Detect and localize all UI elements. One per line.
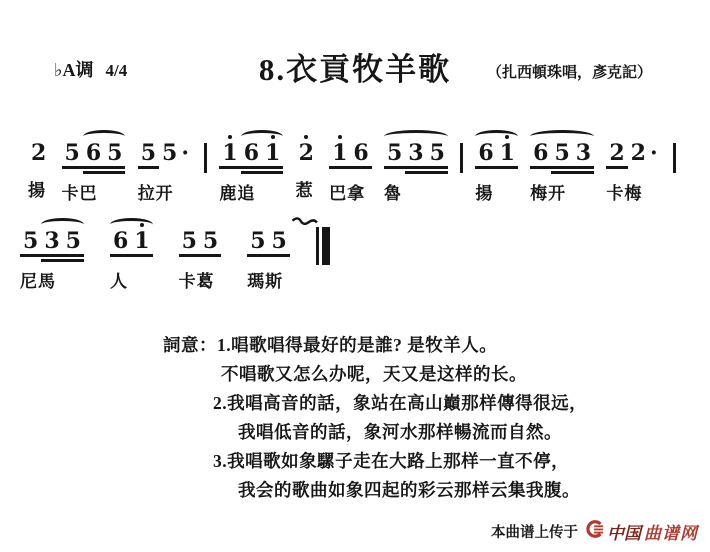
note: 5 · (162, 140, 189, 166)
note: 6 (83, 142, 104, 169)
slur-arc (83, 130, 126, 143)
lyric: 卡葛 (178, 272, 215, 291)
note: 5 (427, 142, 448, 169)
lyric: 巴拿 (329, 184, 366, 203)
notes-row (296, 142, 317, 166)
key-signature-text: ♭A调 (54, 60, 94, 80)
note: 2 (31, 140, 47, 166)
note: 5 (200, 230, 221, 257)
note: 5 (247, 230, 268, 257)
watermark (491, 519, 698, 544)
note-group (329, 142, 372, 204)
notes-row (606, 142, 660, 169)
note-group (62, 142, 126, 204)
slur-arc (475, 130, 518, 143)
augmentation-dot: · (181, 140, 189, 166)
note-group (247, 230, 290, 292)
notes-row (138, 142, 192, 169)
interpretation-line-5: 3.我唱歌如象騾子走在大路上那样一直不停， (213, 451, 570, 471)
barline (460, 143, 463, 173)
interpretation-line-2: 不唱歌又怎么办呢，天又是这样的长。 (221, 364, 527, 384)
notes-row (20, 230, 84, 257)
note: 5 (179, 230, 200, 257)
lyric: 鹿追 (219, 184, 256, 203)
note: 3 (405, 142, 426, 169)
note: 5 (551, 142, 572, 169)
slur-arc (530, 130, 594, 143)
lyric: 揚 (475, 184, 494, 203)
note: 5 (384, 142, 405, 169)
note: 5 (138, 142, 159, 169)
lyric: 惹 (295, 181, 314, 200)
lyric: 魯 (383, 184, 402, 203)
lyric: 揚 (28, 181, 46, 200)
lyric: 卡梅 (606, 184, 643, 203)
notes-row (530, 142, 594, 169)
note: 6 (350, 142, 371, 169)
note-group (219, 142, 283, 204)
page-title: 8.衣貢牧羊歌 (258, 52, 452, 87)
note-high-octave: 2 (296, 142, 317, 166)
time-signature: 4/4 (105, 61, 128, 80)
note-group (110, 230, 153, 292)
lyric: 瑪斯 (247, 272, 284, 291)
interpretation-line-1 (163, 331, 587, 360)
note: 6 (530, 142, 551, 169)
note: 3 (41, 230, 62, 257)
notes-row (219, 142, 283, 169)
interpretation-line-3: 2.我唱高音的話，象站在高山巔那样傳得很远， (213, 393, 588, 413)
note-group (28, 142, 49, 201)
note-high-octave: 1 (329, 142, 350, 169)
note: 6 (110, 230, 131, 257)
note-high-octave: 1 (262, 142, 283, 169)
qupu-logo-icon (586, 520, 604, 543)
note-group (138, 142, 192, 204)
note: 2 (606, 142, 627, 169)
note: 6 (241, 142, 262, 169)
note-group (20, 230, 84, 292)
note: 5 (104, 142, 125, 169)
notes-row (28, 142, 49, 166)
slur-arc (110, 218, 153, 231)
notes-row (384, 142, 448, 169)
slur-arc (241, 130, 284, 143)
interpretation-text-1: 1.唱歌唱得最好的是誰? 是牧羊人。 (217, 335, 498, 355)
notes-row (179, 230, 222, 257)
note: 5 (269, 230, 290, 257)
interpretation-line-6: 我会的歌曲如象四起的彩云那样云集我腹。 (238, 480, 580, 500)
note: 3 (573, 142, 594, 169)
slur-arc (41, 218, 84, 231)
final-barline (316, 227, 330, 265)
notes-row (62, 142, 126, 169)
music-line-1 (28, 128, 676, 204)
augmentation-dot: · (649, 140, 658, 166)
note-high-octave: 1 (131, 230, 152, 257)
note-group (384, 142, 448, 204)
credits: （扎西頓珠唱，彥克記） (487, 65, 653, 81)
note: 5 (20, 230, 41, 257)
barline (204, 143, 207, 173)
note: 6 (475, 142, 496, 169)
interpretation-label: 詞意： (163, 335, 217, 355)
lyric: 拉开 (137, 184, 174, 203)
glissando-down-mark (289, 212, 319, 236)
note-group (606, 142, 660, 204)
lyric: 梅开 (530, 184, 567, 203)
note-group (475, 142, 518, 204)
note-high-octave: 1 (497, 142, 518, 169)
watermark-site-secondary: 曲谱网 (644, 524, 698, 543)
note-group (296, 142, 317, 201)
notes-row (110, 230, 153, 257)
final-barline-thick (322, 227, 330, 265)
watermark-site-primary: 中国 (607, 524, 641, 543)
slur-arc (384, 130, 448, 143)
lyric: 尼馬 (20, 272, 56, 291)
notes-row (475, 142, 518, 169)
lyric: 人 (109, 272, 128, 291)
note: 5 (63, 230, 84, 257)
music-line-2 (20, 216, 330, 292)
key-signature (54, 56, 127, 82)
lyric: 卡巴 (61, 184, 98, 203)
note: 5 (62, 142, 83, 169)
interpretation-section (163, 331, 587, 505)
watermark-brand (586, 519, 698, 544)
note-group (530, 142, 594, 204)
note-high-octave: 1 (219, 142, 240, 169)
watermark-prefix: 本曲谱上传于 (491, 525, 578, 541)
notes-row (247, 230, 290, 257)
notes-row (329, 142, 372, 169)
note-group (179, 230, 222, 292)
note: 2 · (630, 140, 658, 166)
barline (673, 143, 676, 173)
final-barline-thin (316, 227, 319, 265)
interpretation-line-4: 我唱低音的話，象河水那样暢流而自然。 (238, 422, 562, 442)
